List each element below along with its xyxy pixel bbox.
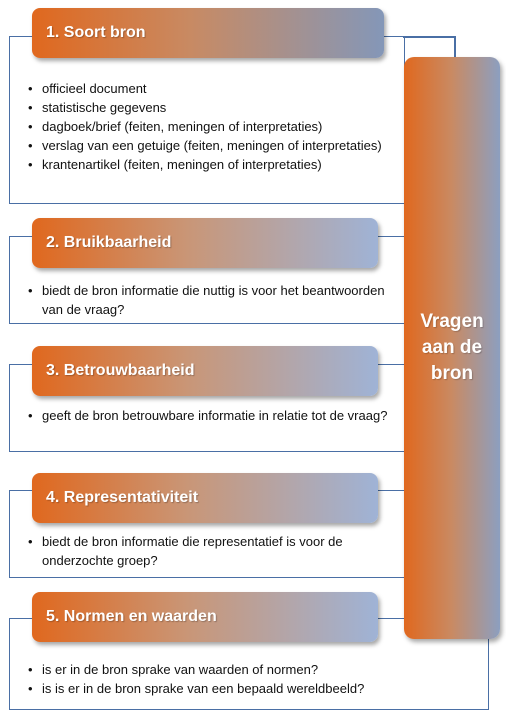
bullet-list [28,281,388,319]
section-header-representativiteit [32,473,378,523]
bullet-list [28,532,402,570]
list-item: • geeft de bron betrouwbare informatie in relatie tot de vraag? [28,406,402,425]
section-header-bruikbaarheid [32,218,378,268]
list-item: • is er in de bron sprake van waarden of normen? [28,660,468,679]
list-item: • is is er in de bron sprake van een bepaald wereldbeeld? [28,679,468,698]
bullet-list [28,406,402,425]
side-box-vragen-aan-de-bron [404,57,500,639]
list-item: • verslag van een getuige (feiten, meningen of interpretaties) [28,136,400,155]
side-label: Vragen aan de bron [420,311,484,384]
connector-line [403,36,455,38]
list-item: • statistische gegevens [28,98,400,117]
section-title: 5. Normen en waarden [46,608,217,625]
section-title: 1. Soort bron [46,24,146,41]
list-item: • biedt de bron informatie die nuttig is voor het beantwoorden van de vraag? [28,281,388,319]
section-header-betrouwbaarheid [32,346,378,396]
section-title: 2. Bruikbaarheid [46,234,172,251]
list-item: • krantenartikel (feiten, meningen of interpretaties) [28,155,400,174]
list-item: • officieel document [28,79,400,98]
list-item: • dagboek/brief (feiten, meningen of interpretaties) [28,117,400,136]
bullet-list [28,79,400,174]
section-header-soort-bron [32,8,384,58]
connector-line [454,36,456,58]
section-title: 4. Representativiteit [46,489,199,506]
section-header-normen-en-waarden [32,592,378,642]
section-title: 3. Betrouwbaarheid [46,362,195,379]
list-item: • biedt de bron informatie die representatief is voor de onderzochte groep? [28,532,402,570]
bullet-list [28,660,468,698]
